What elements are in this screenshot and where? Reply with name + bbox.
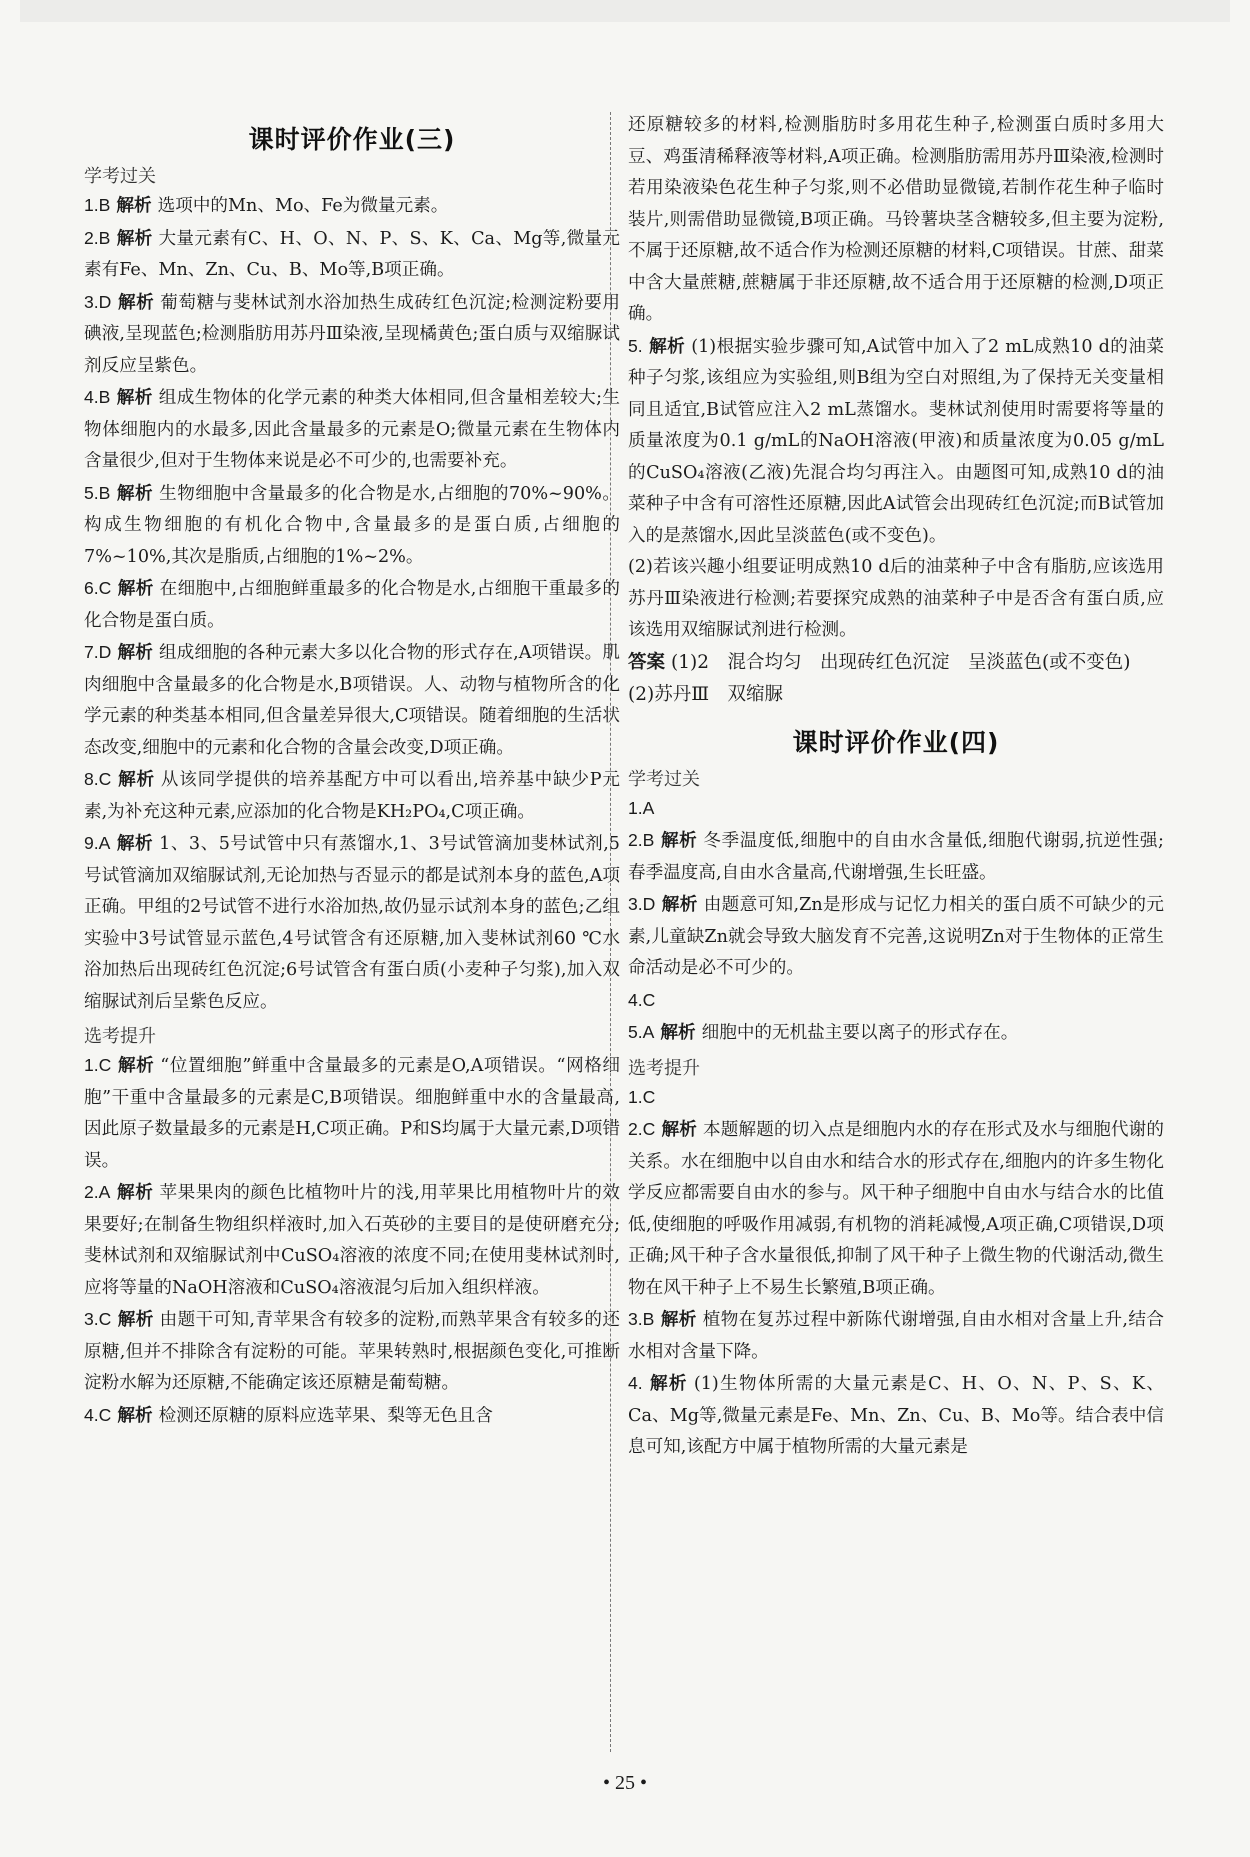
item-text: (1)生物体所需的大量元素是C、H、O、N、P、S、K、Ca、Mg等,微量元素是Fe、Mn、Zn、Cu、B、Mo等。结合表中信息可知,该配方中属于植物所需的大量元素是 — [628, 1374, 1164, 1457]
analysis-label: 解析 — [117, 1310, 154, 1330]
analysis-label: 解析 — [117, 1405, 153, 1426]
answer-list-basic — [84, 190, 620, 1018]
scan-top-edge — [20, 0, 1230, 22]
section-title-4: 课时评价作业(四) — [792, 727, 1000, 757]
item-text: 组成生物体的化学元素的种类大体相同,但含量相差较大;生物体细胞内的水最多,因此含量最多的元素是O;微量元素在生物体内含量很少,但对于生物体来说是必不可少的,也需要补充。 — [84, 388, 620, 471]
answer-item — [84, 828, 620, 1018]
item-number: 1.C — [628, 1086, 656, 1107]
item-number: 3.C — [84, 1309, 112, 1329]
answer-item — [628, 1082, 1164, 1115]
item-number: 1.C — [84, 1055, 112, 1075]
subsection-heading: 选考提升 — [628, 1057, 700, 1079]
subsection-heading: 学考过关 — [84, 166, 156, 187]
answer-item — [84, 1050, 620, 1177]
analysis-label: 解析 — [116, 1183, 154, 1203]
answer-item — [84, 382, 620, 478]
answer-item — [84, 1304, 620, 1400]
item-text: 组成细胞的各种元素大多以化合物的形式存在,A项错误。肌肉细胞中含量最多的化合物是水,B项错误。人、动物与植物所含的化学元素的种类基本相同,但含量差异很大,C项错误。随着细胞的生活状态改变,细胞中的元素和化合物的含量会改变,D项正确。 — [84, 643, 620, 758]
analysis-label: 解析 — [116, 834, 154, 854]
section-title-3: 课时评价作业(三) — [248, 125, 456, 154]
analysis-label: 解析 — [648, 1374, 688, 1394]
item-text: 本题解题的切入点是细胞内水的存在形式及水与细胞代谢的关系。水在细胞中以自由水和结合水的形式存在,细胞内的许多生物化学反应都需要自由水的参与。风干种子细胞中自由水与结合水的比值低,使细胞的呼吸作用减弱,有机物的消耗减慢,A项正确,C项错误,D项正确;风干种子含水量很低,抑制了风干种子上微生物的代谢活动,微生物在风干种子上不易生长繁殖,B项正确。 — [628, 1120, 1164, 1298]
answer-list-advanced — [628, 1082, 1164, 1464]
item-text: “位置细胞”鲜重中含量最多的元素是O,A项错误。“网格细胞”干重中含量最多的元素是C,B项错误。细胞鲜重中水的含量最高,因此原子数量最多的元素是H,C项正确。P和S均属于大量元素,D项错误。 — [84, 1056, 620, 1171]
analysis-label: 解析 — [116, 196, 152, 216]
item-text: (1)根据实验步骤可知,A试管中加入了2 mL成熟10 d的油菜种子匀浆,该组应为实验组,则B组为空白对照组,为了保持无关变量相同且适宜,B试管应注入2 mL蒸馏水。斐林试剂使用时需要将等量的质量浓度为0.1 g/mL的NaOH溶液(甲液)和质量浓度为0.05 g/mL的CuSO₄溶液(乙液)先混合均匀再注入。由题图可知,成熟10 d的油菜种子中含有可溶性还原糖,因此A试管会出现砖红色沉淀;而B试管加入的是蒸馏水,因此呈淡蓝色(或不变色)。 — [628, 336, 1164, 546]
analysis-label: 解析 — [117, 770, 155, 790]
analysis-label: 解析 — [660, 1023, 696, 1043]
answer-item — [628, 793, 1164, 826]
analysis-label: 解析 — [117, 643, 153, 663]
item-text: 细胞中的无机盐主要以离子的形式存在。 — [701, 1023, 1019, 1043]
answer-item — [84, 1177, 620, 1304]
answer-item — [628, 889, 1164, 985]
item-number: 5.A — [628, 1022, 655, 1042]
item-number: 1.B — [84, 195, 111, 215]
analysis-label: 解析 — [660, 831, 698, 851]
answer-label: 答案 — [628, 651, 666, 673]
answer-list-advanced — [84, 1050, 620, 1432]
item-number: 2.C — [628, 1119, 656, 1139]
answer-line — [628, 647, 1164, 679]
item-number: 9.A — [84, 833, 111, 853]
answer-item — [84, 637, 620, 764]
item-text: 从该同学提供的培养基配方中可以看出,培养基中缺少P元素,为补充这种元素,应添加的化合物是KH₂PO₄,C项正确。 — [84, 770, 620, 822]
answer-item — [628, 825, 1164, 889]
item-text: 植物在复苏过程中新陈代谢增强,自由水相对含量上升,结合水相对含量下降。 — [628, 1310, 1164, 1362]
answer-item — [628, 331, 1164, 553]
answer-item — [628, 1017, 1164, 1050]
analysis-label: 解析 — [661, 1120, 698, 1140]
item-number: 6.C — [84, 578, 112, 598]
answer-item — [84, 287, 620, 383]
item-number: 4.B — [84, 387, 111, 407]
answer-text: (1)2 混合均匀 出现砖红色沉淀 呈淡蓝色(或不变色) — [671, 651, 1131, 673]
column-divider — [610, 112, 611, 1752]
item-text: 冬季温度低,细胞中的自由水含量低,细胞代谢弱,抗逆性强;春季温度高,自由水含量高,代谢增强,生长旺盛。 — [628, 831, 1164, 883]
analysis-label: 解析 — [648, 336, 686, 357]
analysis-label: 解析 — [116, 483, 154, 504]
answer-item — [84, 223, 620, 287]
item-number: 2.B — [84, 227, 111, 248]
analysis-label: 解析 — [661, 895, 698, 915]
answer-item — [628, 1304, 1164, 1368]
item-text: 1、3、5号试管中只有蒸馏水,1、3号试管滴加斐林试剂,5号试管滴加双缩脲试剂,无论加热与否显示的都是试剂本身的蓝色,A项正确。甲组的2号试管不进行水浴加热,故仍显示试剂本身的蓝色;乙组实验中3号试管显示蓝色,4号试管含有还原糖,加入斐林试剂60 ℃水浴加热后出现砖红色沉淀;6号试管含有蛋白质(小麦种子匀浆),加入双缩脲试剂后呈紫色反应。 — [84, 834, 620, 1012]
item-number: 8.C — [84, 769, 112, 789]
analysis-label: 解析 — [116, 388, 153, 408]
answer-item — [84, 190, 620, 223]
left-column — [84, 108, 620, 1432]
answer-paragraph: (2)若该兴趣小组要证明成熟10 d后的油菜种子中含有脂肪,应该选用苏丹Ⅲ染液进行检测;若要探究成熟的油菜种子中是否含有蛋白质,应该选用双缩脲试剂进行检测。 — [628, 557, 1164, 640]
item-number: 4.C — [628, 989, 656, 1010]
analysis-label: 解析 — [117, 292, 155, 313]
answer-item — [84, 478, 620, 574]
answer-list-basic — [628, 793, 1164, 1050]
answer-item — [628, 1368, 1164, 1464]
item-number: 1.A — [628, 797, 655, 818]
item-text: 大量元素有C、H、O、N、P、S、K、Ca、Mg等,微量元素有Fe、Mn、Zn、Cu、B、Mo等,B项正确。 — [84, 228, 620, 280]
answer-item — [628, 985, 1164, 1018]
item-text: 葡萄糖与斐林试剂水浴加热生成砖红色沉淀;检测淀粉要用碘液,呈现蓝色;检测脂肪用苏丹Ⅲ染液,呈现橘黄色;蛋白质与双缩脲试剂反应呈紫色。 — [84, 292, 620, 376]
item-text: 在细胞中,占细胞鲜重最多的化合物是水,占细胞干重最多的化合物是蛋白质。 — [84, 579, 620, 631]
right-column — [628, 110, 1164, 1464]
item-text: 选项中的Mn、Mo、Fe为微量元素。 — [157, 196, 449, 216]
item-number: 7.D — [84, 642, 112, 662]
item-number: 4.C — [84, 1404, 112, 1425]
item-text: 生物细胞中含量最多的化合物是水,占细胞的70%~90%。构成生物细胞的有机化合物中,含量最多的是蛋白质,占细胞的7%~10%,其次是脂质,占细胞的1%~2%。 — [84, 483, 620, 567]
page-number: • 25 • — [602, 1772, 647, 1794]
item-number: 3.D — [84, 291, 112, 312]
item-number: 4. — [628, 1373, 643, 1393]
answer-line: (2)苏丹Ⅲ 双缩脲 — [628, 683, 784, 705]
item-text: 苹果果肉的颜色比植物叶片的浅,用苹果比用植物叶片的效果要好;在制备生物组织样液时,加入石英砂的主要目的是使研磨充分;斐林试剂和双缩脲试剂中CuSO₄溶液的浓度不同;在使用斐林试剂时,应将等量的NaOH溶液和CuSO₄溶液混匀后加入组织样液。 — [84, 1183, 620, 1298]
subsection-heading: 选考提升 — [84, 1026, 156, 1047]
analysis-label: 解析 — [660, 1310, 697, 1330]
analysis-label: 解析 — [117, 1056, 155, 1076]
answer-item — [84, 573, 620, 637]
item-number: 3.B — [628, 1309, 655, 1329]
answer-item — [628, 1114, 1164, 1304]
analysis-label: 解析 — [116, 228, 153, 249]
item-text: 由题意可知,Zn是形成与记忆力相关的蛋白质不可缺少的元素,儿童缺Zn就会导致大脑发育不完善,这说明Zn对于生物体的正常生命活动是必不可少的。 — [628, 895, 1164, 978]
analysis-label: 解析 — [117, 579, 154, 599]
item-number: 5.B — [84, 482, 111, 503]
item-number: 2.B — [628, 830, 655, 850]
answer-item — [84, 764, 620, 828]
item-number: 5. — [628, 335, 643, 356]
item-number: 2.A — [84, 1182, 111, 1202]
subsection-heading: 学考过关 — [628, 768, 700, 790]
continued-paragraph: 还原糖较多的材料,检测脂肪时多用花生种子,检测蛋白质时多用大豆、鸡蛋清稀释液等材料,A项正确。检测脂肪需用苏丹Ⅲ染液,检测时若用染液染色花生种子匀浆,则不必借助显微镜,若制作花生种子临时装片,则需借助显微镜,B项正确。马铃薯块茎含糖较多,但主要为淀粉,不属于还原糖,故不适合作为检测还原糖的材料,C项错误。甘蔗、甜菜中含大量蔗糖,蔗糖属于非还原糖,故不适合用于还原糖的检测,D项正确。 — [628, 115, 1164, 324]
item-number: 3.D — [628, 894, 656, 914]
item-text: 检测还原糖的原料应选苹果、梨等无色且含 — [158, 1405, 493, 1426]
item-text: 由题干可知,青苹果含有较多的淀粉,而熟苹果含有较多的还原糖,但并不排除含有淀粉的可能。苹果转熟时,根据颜色变化,可推断淀粉水解为还原糖,不能确定该还原糖是葡萄糖。 — [84, 1310, 620, 1393]
answer-item — [84, 1400, 620, 1433]
